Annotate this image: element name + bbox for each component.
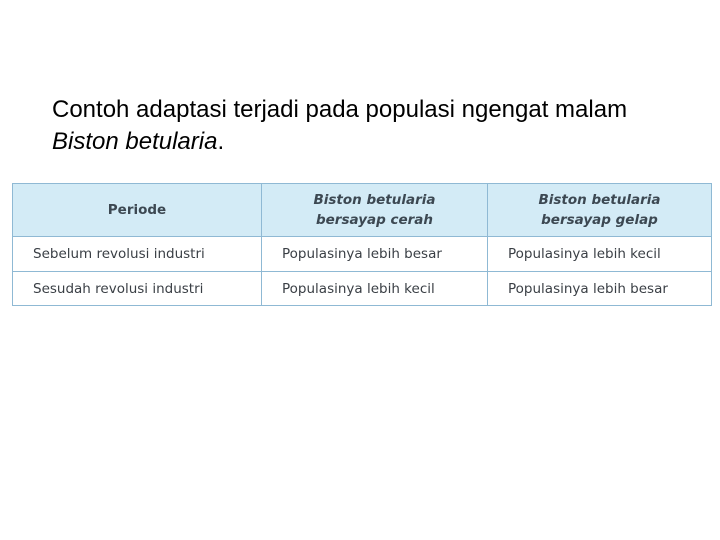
header-gelap-line-1: Biston betularia [538,192,661,208]
cell-gelap: Populasinya lebih besar [488,272,712,306]
cell-cerah: Populasinya lebih kecil [262,272,488,306]
header-cerah-line-1: Biston betularia [313,192,436,208]
header-gelap-line-2: bersayap gelap [541,212,658,228]
header-bersayap-gelap [488,184,712,237]
period-mark: . [217,128,225,155]
biston-table [12,183,712,306]
intro-text [52,94,692,158]
cell-gelap: Populasinya lebih kecil [488,237,712,272]
table-crop-edge [12,307,711,311]
cell-periode: Sesudah revolusi industri [13,272,262,306]
cell-cerah: Populasinya lebih besar [262,237,488,272]
table-header-row [13,184,712,237]
species-name: Biston betularia [52,128,218,155]
table-row [13,237,712,272]
cell-periode: Sebelum revolusi industri [13,237,262,272]
comparison-table [12,183,711,306]
header-cerah-line-2: bersayap cerah [315,212,434,228]
header-periode: Periode [13,184,262,237]
intro-line-1: Contoh adaptasi terjadi pada populasi ngengat malam [52,96,628,123]
header-bersayap-cerah [262,184,488,237]
intro-line-2 [52,126,692,158]
table-row [13,272,712,306]
